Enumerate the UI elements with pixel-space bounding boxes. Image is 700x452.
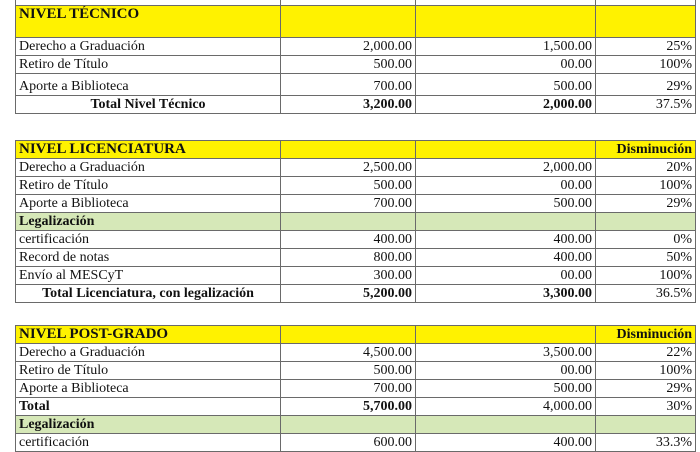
pct-cell: 100% [596, 177, 696, 195]
section-title: NIVEL LICENCIATURA [16, 141, 281, 159]
total-label: Total Nivel Técnico [16, 96, 281, 114]
table-row [16, 231, 696, 249]
before-cell: 4,500.00 [281, 344, 416, 362]
concept-cell: Aporte a Biblioteca [16, 195, 281, 213]
pct-cell: 0% [596, 231, 696, 249]
total-after: 3,300.00 [416, 285, 596, 303]
pct-cell: 20% [596, 159, 696, 177]
after-cell: 500.00 [416, 74, 596, 96]
after-cell: 00.00 [416, 177, 596, 195]
before-cell: 700.00 [281, 74, 416, 96]
total-label: Total [16, 398, 281, 416]
total-after: 4,000.00 [416, 398, 596, 416]
section-nivel-tecnico [15, 0, 696, 114]
table-row [16, 249, 696, 267]
table-row [16, 267, 696, 285]
after-cell: 00.00 [416, 56, 596, 74]
after-cell: 400.00 [416, 249, 596, 267]
after-cell: 400.00 [416, 434, 596, 452]
before-cell: 300.00 [281, 267, 416, 285]
concept-cell: Derecho a Graduación [16, 344, 281, 362]
table-row [16, 434, 696, 452]
after-cell: 2,000.00 [416, 159, 596, 177]
before-cell: 600.00 [281, 434, 416, 452]
after-cell: 500.00 [416, 380, 596, 398]
concept-cell: Record de notas [16, 249, 281, 267]
concept-cell: Derecho a Graduación [16, 159, 281, 177]
total-before: 5,200.00 [281, 285, 416, 303]
before-cell: 2,000.00 [281, 38, 416, 56]
table-row [16, 195, 696, 213]
concept-cell: Aporte a Biblioteca [16, 74, 281, 96]
pct-cell: 100% [596, 362, 696, 380]
concept-cell: certificación [16, 231, 281, 249]
pct-cell: 100% [596, 56, 696, 74]
section-title: NIVEL POST-GRADO [16, 326, 281, 344]
pct-cell: 22% [596, 344, 696, 362]
table-row [16, 380, 696, 398]
section-title: NIVEL TÉCNICO [16, 6, 281, 38]
subsection-row [16, 416, 696, 434]
total-pct: 36.5% [596, 285, 696, 303]
concept-cell: Derecho a Graduación [16, 38, 281, 56]
before-cell: 2,500.00 [281, 159, 416, 177]
total-before: 5,700.00 [281, 398, 416, 416]
after-cell: 3,500.00 [416, 344, 596, 362]
after-cell: 00.00 [416, 267, 596, 285]
disminucion-header: Disminución [596, 326, 696, 344]
pct-cell: 29% [596, 380, 696, 398]
table-row [16, 56, 696, 74]
after-cell: 00.00 [416, 362, 596, 380]
total-row [16, 285, 696, 303]
concept-cell: Retiro de Título [16, 177, 281, 195]
concept-cell: certificación [16, 434, 281, 452]
before-cell: 500.00 [281, 177, 416, 195]
section-nivel-postgrado [15, 325, 696, 452]
disminucion-header: Disminución [596, 141, 696, 159]
pct-cell: 100% [596, 267, 696, 285]
table-row [16, 344, 696, 362]
pct-cell: 25% [596, 38, 696, 56]
concept-cell: Retiro de Título [16, 56, 281, 74]
pct-cell: 29% [596, 74, 696, 96]
table-row [16, 159, 696, 177]
total-row [16, 96, 696, 114]
concept-cell: Envío al MESCyT [16, 267, 281, 285]
before-cell: 500.00 [281, 362, 416, 380]
total-pct: 30% [596, 398, 696, 416]
before-cell: 800.00 [281, 249, 416, 267]
table-row [16, 362, 696, 380]
total-after: 2,000.00 [416, 96, 596, 114]
after-cell: 500.00 [416, 195, 596, 213]
total-row [16, 398, 696, 416]
before-cell: 700.00 [281, 380, 416, 398]
before-cell: 500.00 [281, 56, 416, 74]
subsection-row [16, 213, 696, 231]
after-cell: 1,500.00 [416, 38, 596, 56]
subsection-title: Legalización [16, 416, 281, 434]
pct-cell: 33.3% [596, 434, 696, 452]
total-label: Total Licenciatura, con legalización [16, 285, 281, 303]
concept-cell: Aporte a Biblioteca [16, 380, 281, 398]
total-before: 3,200.00 [281, 96, 416, 114]
after-cell: 400.00 [416, 231, 596, 249]
section-nivel-licenciatura [15, 140, 696, 303]
pct-cell: 29% [596, 195, 696, 213]
table-row [16, 38, 696, 56]
table-row [16, 177, 696, 195]
subsection-title: Legalización [16, 213, 281, 231]
before-cell: 700.00 [281, 195, 416, 213]
total-pct: 37.5% [596, 96, 696, 114]
table-row [16, 74, 696, 96]
pct-cell: 50% [596, 249, 696, 267]
before-cell: 400.00 [281, 231, 416, 249]
concept-cell: Retiro de Título [16, 362, 281, 380]
